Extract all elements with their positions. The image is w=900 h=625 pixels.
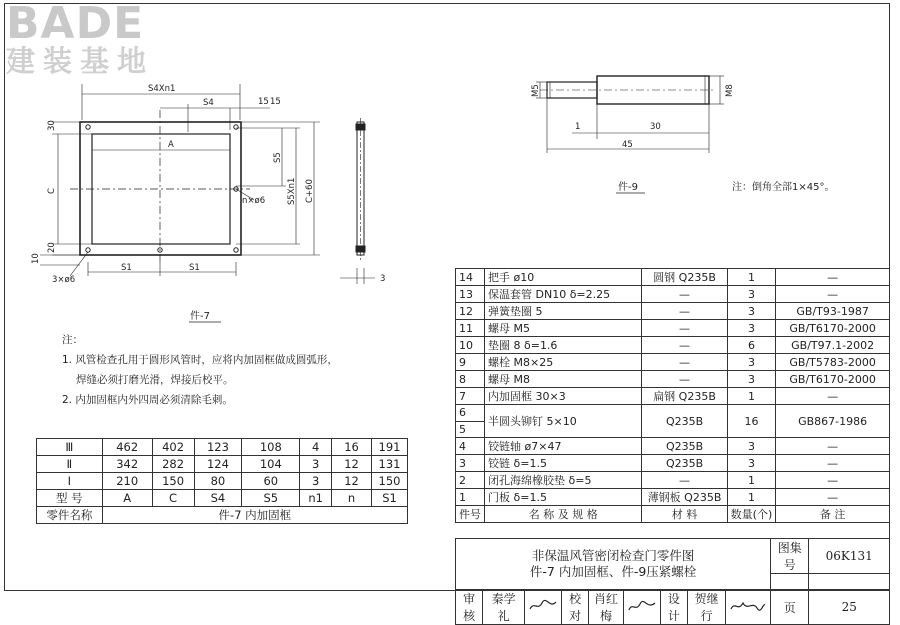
dim-s5: S5 xyxy=(273,152,283,163)
note-1-cont: 焊缝必须打磨光滑，焊接后校平。 xyxy=(76,374,234,386)
table-row: 3 铰链 δ=1.5 Q235B 3 — xyxy=(456,455,890,472)
table-row: Ⅱ 342 282 124 104 3 12 131 xyxy=(37,456,408,473)
note-2: 2. 内加固框内外四周必须清除毛刺。 xyxy=(62,394,233,406)
table-row: 14 把手 ø10 圆钢 Q235B 1 — xyxy=(456,269,890,286)
note-1: 1. 风管检查孔用于圆形风管时，应将内加固框做成圆弧形， xyxy=(62,354,338,366)
dim-c: C xyxy=(47,188,57,194)
dim-15b: 15 xyxy=(270,97,281,107)
dim-s4: S4 xyxy=(203,98,214,108)
dim-15a: 15 xyxy=(258,97,269,107)
atlas-label: 图集号 xyxy=(771,539,809,574)
design-name: 贺继行 xyxy=(688,590,726,625)
table-row: 8 螺母 M8 — 3 GB/T6170-2000 xyxy=(456,371,890,388)
dim-s4xn1: S4Xn1 xyxy=(148,84,176,94)
dim-45: 45 xyxy=(622,140,633,150)
chamfer-note: 注：倒角全部1×45°。 xyxy=(732,182,835,193)
part9-label: 件-9 xyxy=(618,182,638,193)
title-line-2: 件-7 内加固框、件-9压紧螺栓 xyxy=(529,564,697,579)
dim-s1a: S1 xyxy=(121,263,132,273)
table-header-row: 型 号 A C S4 S5 n1 n S1 xyxy=(37,490,408,507)
page-number: 25 xyxy=(809,590,890,625)
dim-thickness: 3 xyxy=(380,274,386,284)
dim-m8: M8 xyxy=(725,84,735,97)
check-name: 肖红梅 xyxy=(589,590,624,625)
table-row: Ⅲ 462 402 123 108 4 16 191 xyxy=(37,439,408,456)
title-line-1: 非保温风管密闭检查门零件图 xyxy=(531,548,695,563)
check-signature xyxy=(623,590,660,625)
part7-drawing xyxy=(0,0,460,322)
dim-30-bolt: 30 xyxy=(650,122,661,132)
table-row: Ⅰ 210 150 80 60 3 12 150 xyxy=(37,473,408,490)
atlas-number: 06K131 xyxy=(809,539,890,574)
parts-table xyxy=(455,268,890,523)
dim-a: A xyxy=(168,140,174,150)
design-signature xyxy=(726,590,771,625)
dim-s5xn1: S5Xn1 xyxy=(287,177,297,205)
table-row: 7 内加固框 30×3 扁钢 Q235B 1 — xyxy=(456,388,890,405)
notes-block xyxy=(62,330,338,410)
table-header-row: 件号 名 称 及 规 格 材 料 数量(个) 备 注 xyxy=(456,506,890,523)
table-row: 5 xyxy=(456,421,890,438)
design-label: 设计 xyxy=(660,590,687,625)
table-row: 9 螺栓 M8×25 — 3 GB/T5783-2000 xyxy=(456,354,890,371)
table-row: 6 半圆头铆钉 5×10 Q235B 16 GB867-1986 xyxy=(456,405,890,422)
table-row: 10 垫圈 8 δ=1.6 — 6 GB/T97.1-2002 xyxy=(456,337,890,354)
title-block xyxy=(455,538,890,625)
dim-20: 20 xyxy=(47,242,57,253)
dim-m5: M5 xyxy=(531,84,541,97)
review-signature xyxy=(525,590,562,625)
table-row: 12 弹簧垫圈 5 — 3 GB/T93-1987 xyxy=(456,303,890,320)
table-row: 2 闭孔海绵橡胶垫 δ=5 — 1 — xyxy=(456,472,890,489)
table-footer-row: 零件名称 件-7 内加固框 xyxy=(37,507,408,524)
logo-sub-text: 建装基地 xyxy=(6,44,155,78)
table-row: 11 螺母 M5 — 3 GB/T6170-2000 xyxy=(456,320,890,337)
size-table xyxy=(36,438,408,524)
dim-10: 10 xyxy=(31,253,41,264)
table-row: 1 门板 δ=1.5 薄钢板 Q235B 1 — xyxy=(456,489,890,506)
logo-main-text: BADE xyxy=(6,0,145,49)
check-label: 校对 xyxy=(562,590,589,625)
notes-title: 注： xyxy=(62,334,83,346)
dim-1: 1 xyxy=(575,122,581,132)
table-row: 13 保温套管 DN10 δ=2.25 — 3 — xyxy=(456,286,890,303)
dim-hole: n×ø6 xyxy=(242,196,266,206)
dim-s1b: S1 xyxy=(189,263,200,273)
review-label: 审核 xyxy=(456,590,483,625)
drawing-title xyxy=(456,539,771,590)
page-label: 页 xyxy=(771,590,809,625)
dim-3-holes: 3×ø6 xyxy=(52,275,76,285)
part7-label: 件-7 xyxy=(190,311,210,322)
dim-30: 30 xyxy=(47,120,57,131)
dim-c60: C+60 xyxy=(305,179,315,203)
table-row: 4 铰链轴 ø7×47 Q235B 3 — xyxy=(456,438,890,455)
review-name: 秦学礼 xyxy=(483,590,525,625)
